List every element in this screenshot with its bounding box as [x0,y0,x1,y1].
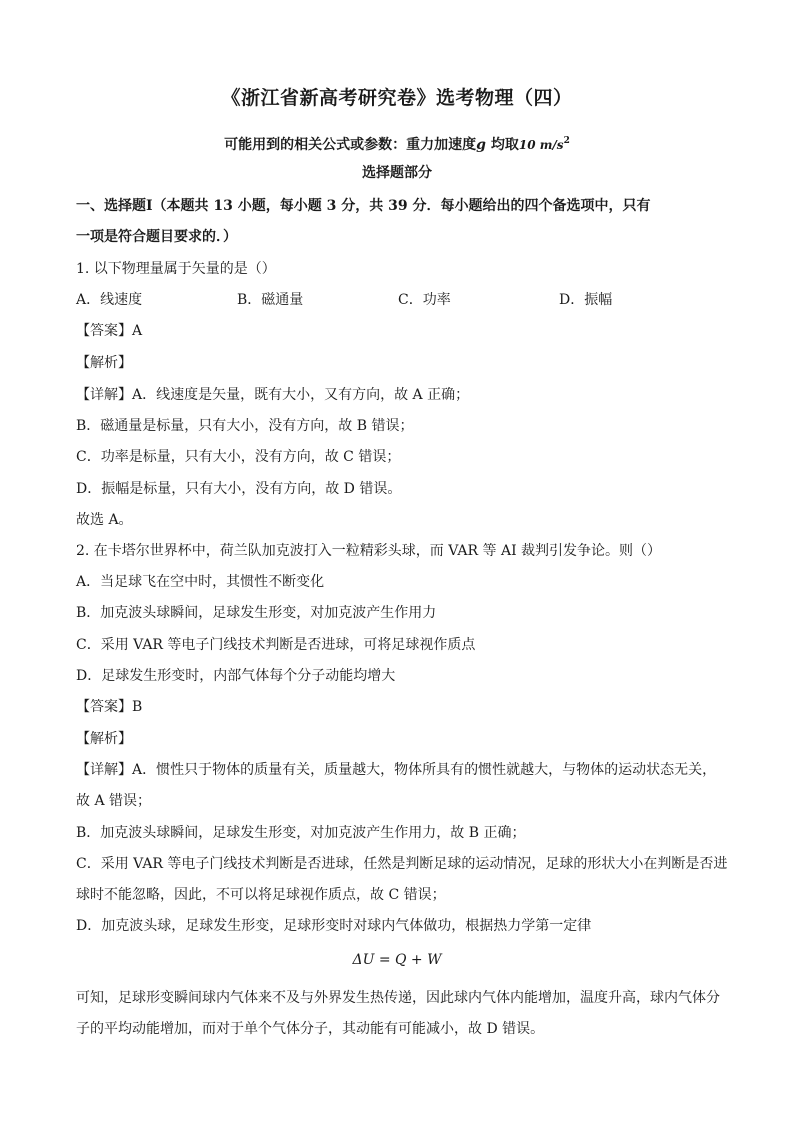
q1-option-c: C．功率 [398,292,451,308]
subtitle-mid: 均取 [485,137,519,153]
q2-option-a: A．当足球飞在空中时，其惯性不断变化 [76,574,325,590]
q2-tail-line: 可知，足球形变瞬间球内气体来不及与外界发生热传递，因此球内气体内能增加，温度升高，球内气体分 [76,990,720,1006]
q2-detail-line: D．加克波头球，足球发生形变，足球形变时对球内气体做功，根据热力学第一定律 [76,918,592,934]
subtitle-exp: 2 [563,136,570,146]
q2-detail-line: 故 A 错误； [76,793,152,809]
section1-heading-line1: 一、选择题Ⅰ（本题共 13 小题，每小题 3 分，共 39 分．每小题给出的四个备选项中，只有 [76,198,651,214]
q2-option-d: D．足球发生形变时，内部气体每个分子动能均增大 [76,668,396,684]
q1-detail-line: 【详解】A．线速度是矢量，既有大小，又有方向，故 A 正确； [76,387,470,403]
q2-detail-line: 【详解】A．惯性只于物体的质量有关，质量越大，物体所具有的惯性就越大，与物体的运动状态无关， [76,762,717,778]
q1-answer: 【答案】A [76,323,143,339]
q2-option-c: C．采用 VAR 等电子门线技术判断是否进球，可将足球视作质点 [76,637,476,653]
section1-heading-line2: 一项是符合题目要求的．） [76,229,237,245]
subtitle-g: g [476,137,486,153]
q1-detail-line: B．磁通量是标量，只有大小，没有方向，故 B 错误； [76,418,414,434]
q2-analysis: 【解析】 [76,731,132,747]
q1-options [76,290,734,310]
q2-detail-line: 球时不能忽略，因此，不可以将足球视作质点，故 C 错误； [76,887,446,903]
q1-analysis: 【解析】 [76,355,132,371]
q1-option-a: A．线速度 [76,292,143,308]
q1-option-d: D．振幅 [559,292,613,308]
q1-option-b: B．磁通量 [237,292,304,308]
q2-stem: 2. 在卡塔尔世界杯中，荷兰队加克波打入一粒精彩头球，而 VAR 等 AI 裁判引发争论。则（） [76,543,662,559]
q1-stem: 1. 以下物理量属于矢量的是（） [76,261,276,277]
q2-tail-line: 子的平均动能增加，而对于单个气体分子，其动能有可能减小，故 D 错误。 [76,1021,545,1037]
subtitle-unit: 10 m/s [518,138,564,152]
q1-conclusion: 故选 A。 [76,512,133,528]
q2-detail-line: C．采用 VAR 等电子门线技术判断是否进球，任然是判断足球的运动情况，足球的形状大小在判断是否进 [76,856,728,872]
subtitle-prefix: 可能用到的相关公式或参数：重力加速度 [224,137,477,153]
page-title: 《浙江省新高考研究卷》选考物理（四） [221,87,573,109]
q2-detail-line: B．加克波头球瞬间，足球发生形变，对加克波产生作用力，故 B 正确； [76,825,526,841]
section-label: 选择题部分 [362,165,432,181]
q1-detail-line: D．振幅是标量，只有大小，没有方向，故 D 错误。 [76,481,402,497]
q2-formula: ΔU = Q + W [352,952,442,968]
q2-option-b: B．加克波头球瞬间，足球发生形变，对加克波产生作用力 [76,605,437,621]
page-subtitle [0,131,794,155]
q2-answer: 【答案】B [76,699,143,715]
q1-detail-line: C．功率是标量，只有大小，没有方向，故 C 错误； [76,449,401,465]
